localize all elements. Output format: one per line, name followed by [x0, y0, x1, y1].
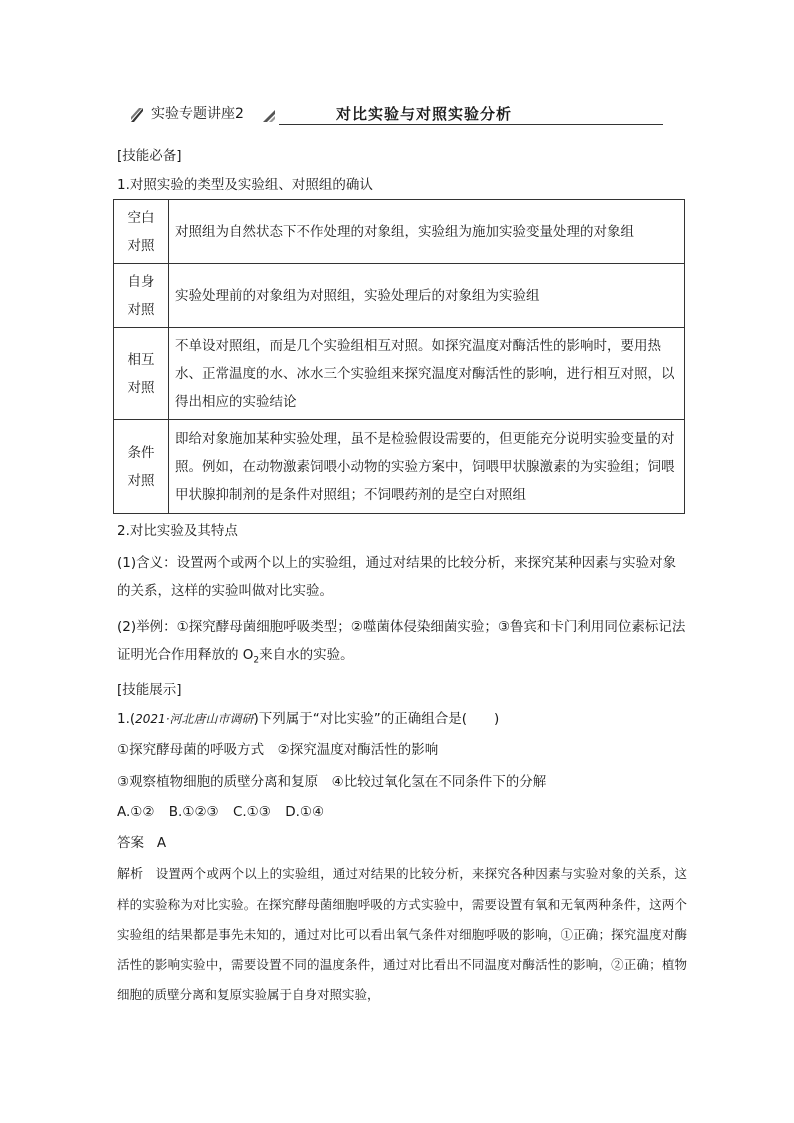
question-statements-1: ①探究酵母菌的呼吸方式 ②探究温度对酶活性的影响 [117, 742, 439, 758]
section-heading-show: [技能展示] [117, 682, 182, 698]
question-statements-2: ③观察植物细胞的质壁分离和复原 ④比较过氧化氢在不同条件下的分解 [117, 774, 547, 790]
option-b: B.①②③ [168, 804, 219, 820]
table-key-cell: 空白 对照 [114, 200, 169, 264]
table-desc-cell: 即给对象施加某种实验处理，虽不是检验假设需要的，但更能充分说明实验变量的对照。例如，在动物激素饲喂小动物的实验方案中，饲喂甲状腺激素的为实验组；饲喂甲状腺抑制剂的是条件对照组；不饲喂药剂的是空白对照组 [169, 420, 685, 514]
table-row [114, 200, 685, 264]
option-d: D.①④ [285, 804, 325, 820]
meaning-paragraph: (1)含义：设置两个或两个以上的实验组，通过对结果的比较分析，来探究某种因素与实验对象的关系，这样的实验叫做对比实验。 [117, 555, 677, 599]
page-header [131, 104, 663, 126]
control-types-table [113, 199, 685, 514]
example-paragraph: (2)举例：①探究酵母菌细胞呼吸类型；②噬菌体侵染细菌实验；③鲁宾和卡门利用同位素标记法证明光合作用释放的 $O_2$来自水的实验。 [117, 619, 686, 666]
header-stripe-icon [263, 108, 275, 122]
answer-options [117, 802, 334, 822]
section-heading-skills: [技能必备] [117, 148, 182, 164]
item1-title: 1.对照实验的类型及实验组、对照组的确认 [117, 177, 373, 193]
explanation-paragraph: 解析 设置两个或两个以上的实验组，通过对结果的比较分析，来探究各种因素与实验对象的关系，这样的实验称为对比实验。在探究酵母菌细胞呼吸的方式实验中，需要设置有氧和无氧两种条件，这两个实验组的结果都是事先未知的，通过对比可以看出氧气条件对细胞呼吸的影响，①正确；探究温度对酶活性的影响实验中，需要设置不同的温度条件，通过对比看出不同温度对酶活性的影响，②正确；植物细胞的质壁分离和复原实验属于自身对照实验， [117, 866, 687, 1002]
answer-line: 答案 A [117, 835, 167, 851]
table-desc-cell: 不单设对照组，而是几个实验组相互对照。如探究温度对酶活性的影响时，要用热水、正常温度的水、冰水三个实验组来探究温度对酶活性的影响，进行相互对照，以得出相应的实验结论 [169, 328, 685, 420]
page-title: 对比实验与对照实验分析 [336, 105, 513, 123]
table-row [114, 420, 685, 514]
table-desc-cell: 对照组为自然状态下不作处理的对象组，实验组为施加实验变量处理的对象组 [169, 200, 685, 264]
option-a: A.①② [117, 804, 155, 820]
table-key-cell: 条件 对照 [114, 420, 169, 514]
option-c: C.①③ [232, 804, 271, 820]
question-stem: 1.(2021·河北唐山市调研)下列属于“对比实验”的正确组合是( ) [117, 711, 500, 727]
table-key-cell: 自身 对照 [114, 264, 169, 328]
table-desc-cell: 实验处理前的对象组为对照组，实验处理后的对象组为实验组 [169, 264, 685, 328]
table-row [114, 264, 685, 328]
question-source: 2021·河北唐山市调研 [135, 712, 254, 726]
header-rule [279, 124, 663, 125]
item2-title: 2.对比实验及其特点 [117, 523, 238, 539]
table-row [114, 328, 685, 420]
table-key-cell: 相互 对照 [114, 328, 169, 420]
header-stripe-icon [131, 108, 143, 122]
subscript-2: 2 [253, 655, 260, 666]
explanation-label: 解析 [117, 867, 144, 882]
header-series-label: 实验专题讲座2 [151, 106, 244, 122]
